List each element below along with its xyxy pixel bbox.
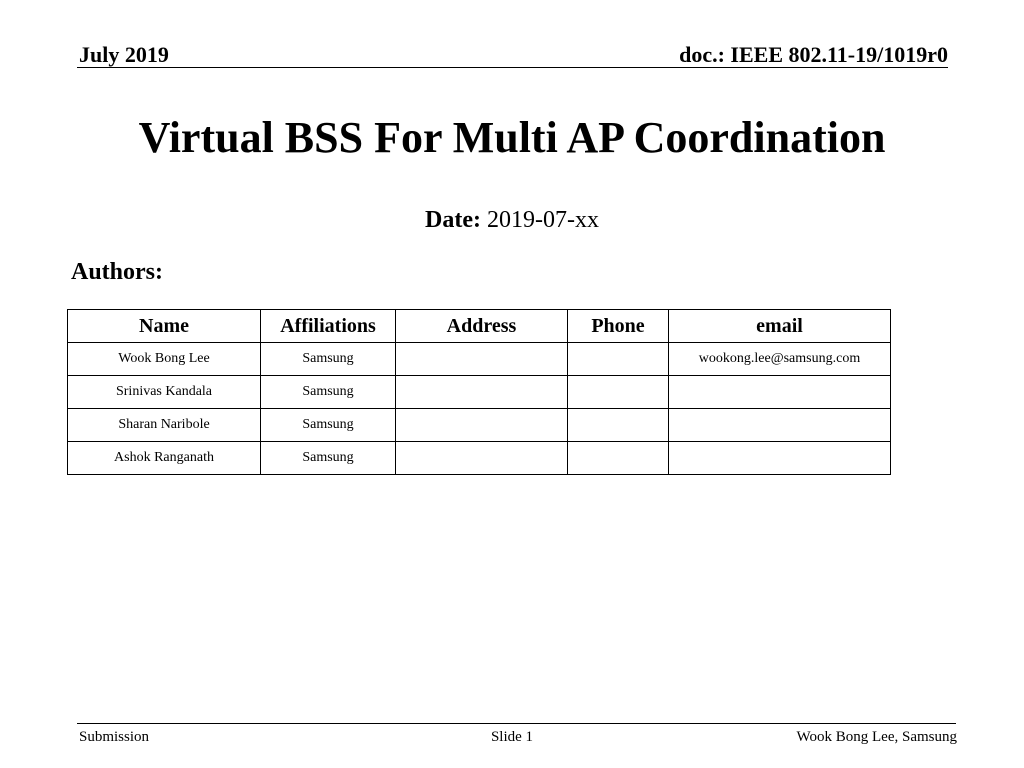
cell-address xyxy=(396,409,568,442)
date-line xyxy=(0,204,1024,236)
cell-phone xyxy=(568,442,669,475)
cell-address xyxy=(396,442,568,475)
cell-name: Srinivas Kandala xyxy=(68,376,261,409)
cell-affiliation: Samsung xyxy=(261,442,396,475)
authors-table xyxy=(67,309,891,475)
footer-rule xyxy=(77,723,956,724)
cell-address xyxy=(396,376,568,409)
table-row xyxy=(68,442,891,475)
cell-email xyxy=(669,376,891,409)
slide-title: Virtual BSS For Multi AP Coordination xyxy=(138,113,886,162)
cell-affiliation: Samsung xyxy=(261,343,396,376)
cell-name: Wook Bong Lee xyxy=(68,343,261,376)
column-header-name: Name xyxy=(68,310,261,343)
column-header-email: email xyxy=(669,310,891,343)
header-date: July 2019 xyxy=(79,42,169,67)
cell-email xyxy=(669,442,891,475)
table-header-row xyxy=(68,310,891,343)
column-header-affiliations: Affiliations xyxy=(261,310,396,343)
date-label: Date: xyxy=(425,207,481,233)
column-header-address: Address xyxy=(396,310,568,343)
cell-phone xyxy=(568,376,669,409)
footer-submission: Submission xyxy=(79,729,150,745)
footer-slide-number: Slide 1 xyxy=(490,729,534,745)
cell-phone xyxy=(568,409,669,442)
cell-affiliation: Samsung xyxy=(261,376,396,409)
table-row xyxy=(68,343,891,376)
date-value: 2019-07-xx xyxy=(486,207,599,233)
cell-affiliation: Samsung xyxy=(261,409,396,442)
table-row xyxy=(68,409,891,442)
cell-email: wookong.lee@samsung.com xyxy=(669,343,891,376)
table-row xyxy=(68,376,891,409)
cell-address xyxy=(396,343,568,376)
header-doc-id: doc.: IEEE 802.11-19/1019r0 xyxy=(679,42,948,67)
column-header-phone: Phone xyxy=(568,310,669,343)
cell-phone xyxy=(568,343,669,376)
footer-author: Wook Bong Lee, Samsung xyxy=(796,729,957,745)
cell-name: Ashok Ranganath xyxy=(68,442,261,475)
cell-email xyxy=(669,409,891,442)
authors-heading: Authors: xyxy=(71,259,164,285)
header-rule xyxy=(77,67,948,68)
cell-name: Sharan Naribole xyxy=(68,409,261,442)
